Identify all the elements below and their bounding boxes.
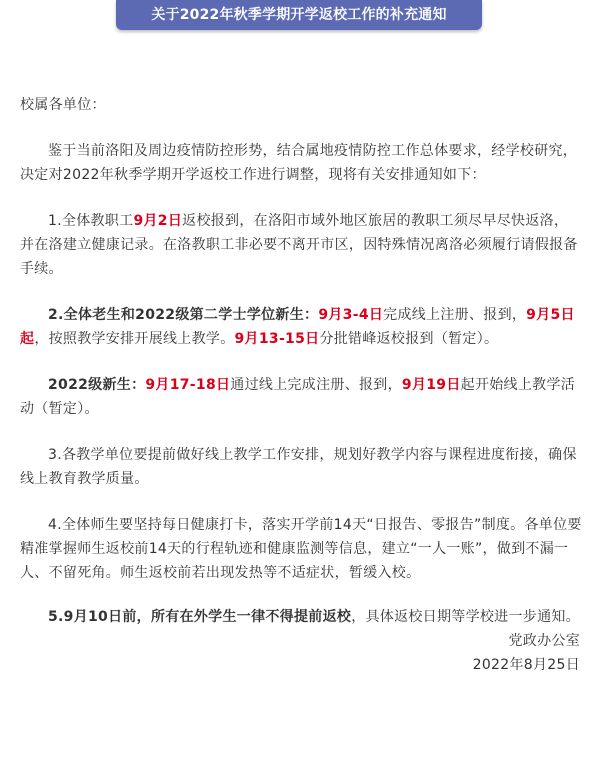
item-2-date-2: 9月5日起 [20, 307, 575, 347]
item-3-date-1: 9月17-18日 [145, 377, 231, 393]
item-2-text-c: 分批错峰返校报到（暂定）。 [319, 331, 499, 347]
item-6-lead: 5.9月10日前，所有在外学生一律不得提前返校 [48, 609, 352, 625]
item-1-paragraph [20, 209, 582, 281]
item-3-date-2: 9月19日 [401, 377, 461, 393]
item-3-text-a: 通过线上完成注册、报到， [230, 377, 402, 393]
item-5-paragraph: 4.全体师生要坚持每日健康打卡，落实开学前14天“日报告、零报告”制度。各单位要精准掌握师生返校前14天的行程轨迹和健康监测等信息，建立“一人一账”，做到不漏一人、不留死角。师生返校前若出现发热等不适症状，暂缓入校。 [20, 517, 582, 581]
title-header [0, 0, 600, 36]
signature-office: 党政办公室 [508, 633, 580, 649]
item-3-paragraph [20, 373, 582, 421]
title-banner [116, 0, 482, 30]
item-6-rest: ，具体返校日期等学校进一步通知。 [351, 609, 580, 625]
item-2-text-a: 完成线上注册、报到， [383, 307, 527, 323]
item-2-date-1: 9月3-4日 [318, 307, 384, 323]
notice-body [20, 93, 582, 677]
item-1-text-a: 1.全体教职工 [48, 213, 134, 229]
item-2-paragraph [20, 303, 582, 351]
item-1-date: 9月2日 [133, 213, 183, 229]
item-3-text-b: 起开始线上教学活动（暂定）。 [20, 377, 576, 417]
notice-title: 关于2022年秋季学期开学返校工作的补充通知 [151, 7, 447, 23]
item-1-text-b: 返校报到，在洛阳市域外地区旅居的教职工须尽早尽快返洛，并在洛建立健康记录。在洛教职工非必要不离开市区，因特殊情况离洛必须履行请假报备手续。 [20, 213, 578, 277]
intro-paragraph: 鉴于当前洛阳及周边疫情防控形势，结合属地疫情防控工作总体要求，经学校研究，决定对2022年秋季学期开学返校工作进行调整，现将有关安排通知如下： [20, 143, 578, 183]
item-4-paragraph: 3.各教学单位要提前做好线上教学工作安排，规划好教学内容与课程进度衔接，确保线上教育教学质量。 [20, 447, 577, 487]
greeting: 校属各单位： [20, 97, 106, 113]
item-2-text-b: ，按照教学安排开展线上教学。 [34, 331, 235, 347]
item-6-paragraph [20, 605, 582, 629]
item-2-lead: 2.全体老生和2022级第二学士学位新生： [48, 307, 319, 323]
item-2-date-3: 9月13-15日 [234, 331, 320, 347]
item-3-lead: 2022级新生： [48, 377, 146, 393]
signature-date: 2022年8月25日 [472, 657, 580, 673]
